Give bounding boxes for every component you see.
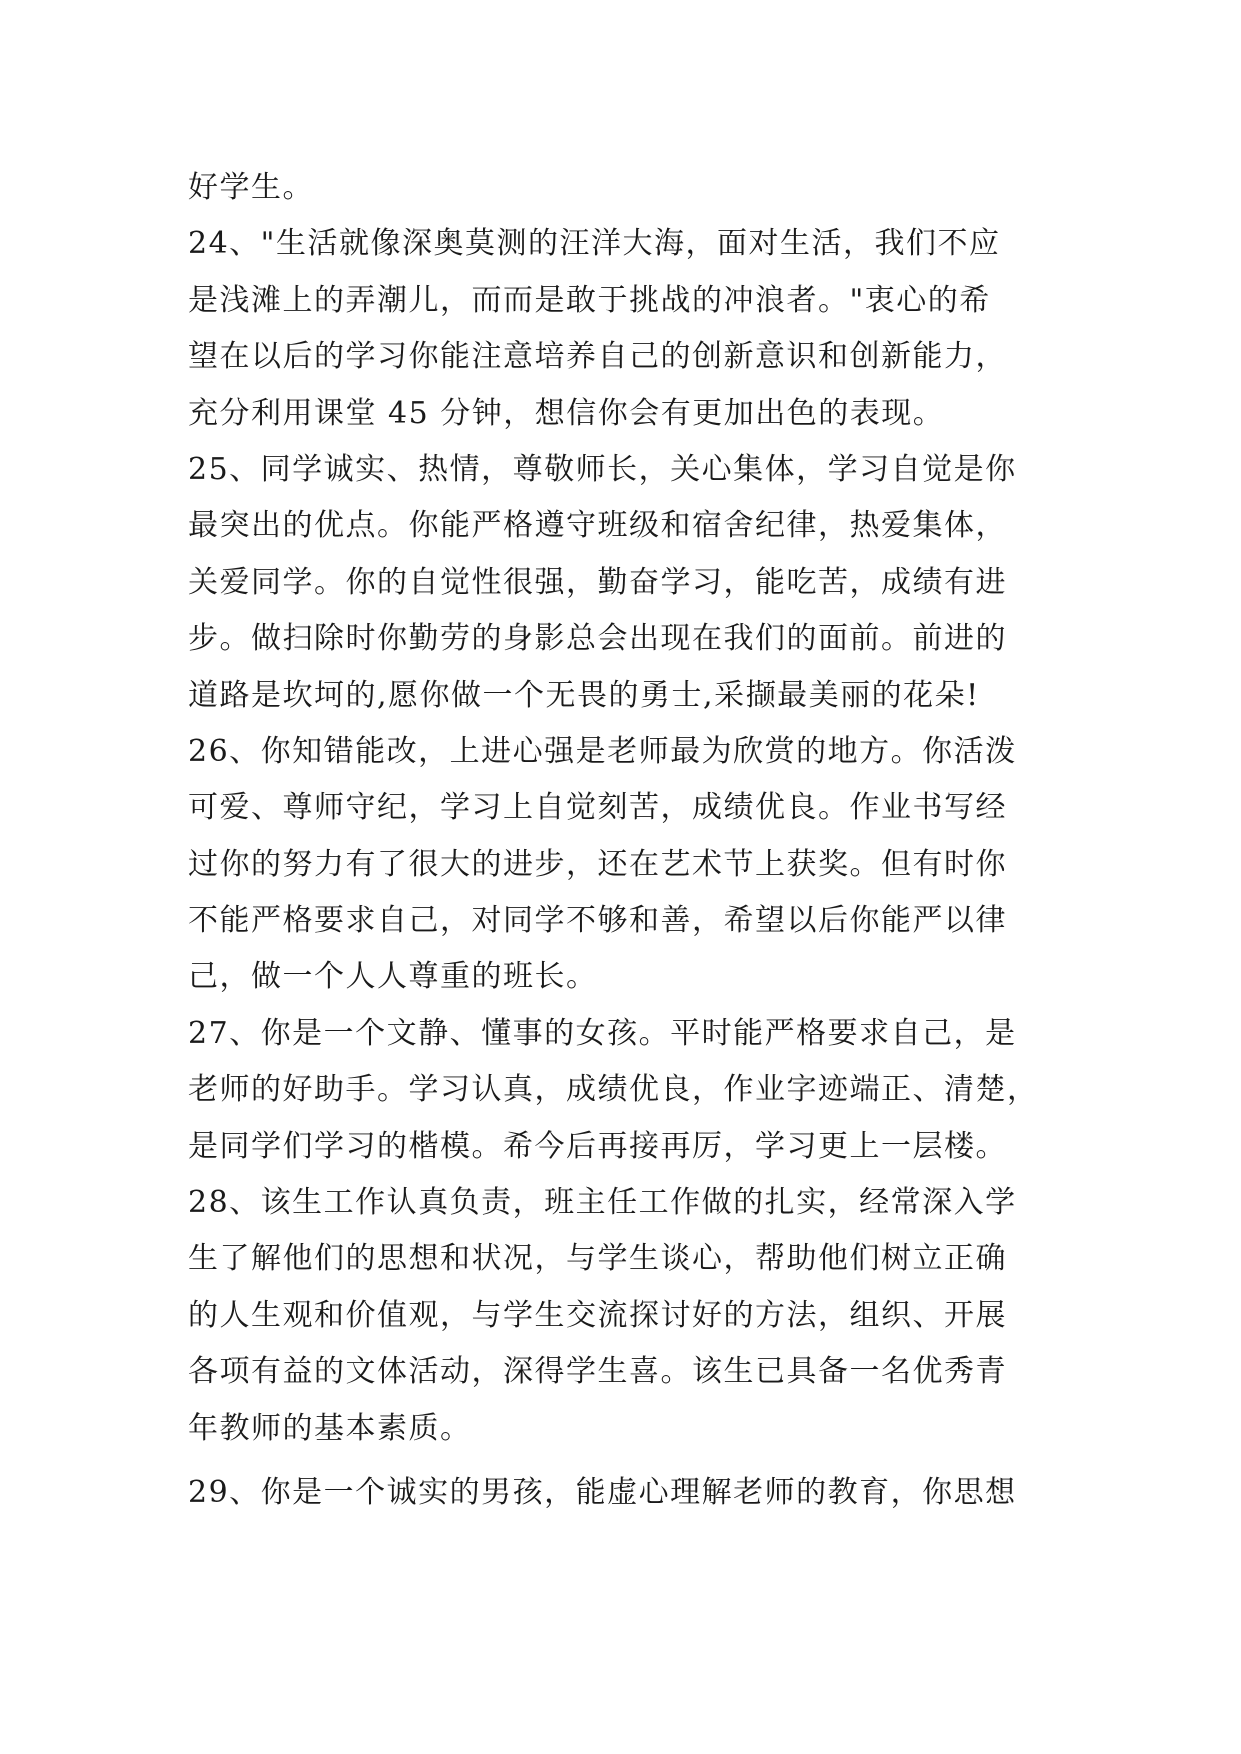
text-line: 己，做一个人人尊重的班长。 (188, 959, 598, 995)
text-line: 年教师的基本素质。 (188, 1410, 472, 1446)
text-line: 关爱同学。你的自觉性很强，勤奋学习，能吃苦，成绩有进 (188, 564, 1007, 600)
text-line: 充分利用课堂 45 分钟，想信你会有更加出色的表现。 (188, 395, 945, 431)
text-line: 步。做扫除时你勤劳的身影总会出现在我们的面前。前进的 (188, 621, 1007, 657)
text-line: 29、你是一个诚实的男孩，能虚心理解老师的教育，你思想 (188, 1474, 1017, 1510)
text-line: 各项有益的文体活动，深得学生喜。该生已具备一名优秀青 (188, 1354, 1007, 1390)
text-line: 不能严格要求自己，对同学不够和善，希望以后你能严以律 (188, 903, 1007, 939)
text-line: 26、你知错能改，上进心强是老师最为欣赏的地方。你活泼 (188, 733, 1017, 769)
text-line: 道路是坎坷的,愿你做一个无畏的勇士,采撷最美丽的花朵! (188, 677, 980, 713)
text-line: 是浅滩上的弄潮儿，而而是敢于挑战的冲浪者。"衷心的希 (188, 282, 991, 318)
text-line: 27、你是一个文静、懂事的女孩。平时能严格要求自己，是 (188, 1015, 1017, 1051)
text-line: 28、该生工作认真负责，班主任工作做的扎实，经常深入学 (188, 1185, 1017, 1221)
text-line: 可爱、尊师守纪，学习上自觉刻苦，成绩优良。作业书写经 (188, 790, 1007, 826)
document-body (188, 160, 1068, 1521)
text-line: 最突出的优点。你能严格遵守班级和宿舍纪律，热爱集体， (188, 508, 1007, 544)
text-line: 望在以后的学习你能注意培养自己的创新意识和创新能力， (188, 339, 1007, 375)
text-line: 24、"生活就像深奥莫测的汪洋大海，面对生活，我们不应 (188, 226, 1001, 262)
text-line: 好学生。 (188, 170, 314, 205)
text-line: 老师的好助手。学习认真，成绩优良，作业字迹端正、清楚， (188, 1072, 1039, 1108)
text-line: 的人生观和价值观，与学生交流探讨好的方法，组织、开展 (188, 1297, 1007, 1333)
text-line: 是同学们学习的楷模。希今后再接再厉，学习更上一层楼。 (188, 1128, 1007, 1164)
text-line: 25、同学诚实、热情，尊敬师长，关心集体，学习自觉是你 (188, 451, 1017, 487)
text-line: 生了解他们的思想和状况，与学生谈心，帮助他们树立正确 (188, 1241, 1007, 1277)
text-line: 过你的努力有了很大的进步，还在艺术节上获奖。但有时你 (188, 846, 1007, 882)
